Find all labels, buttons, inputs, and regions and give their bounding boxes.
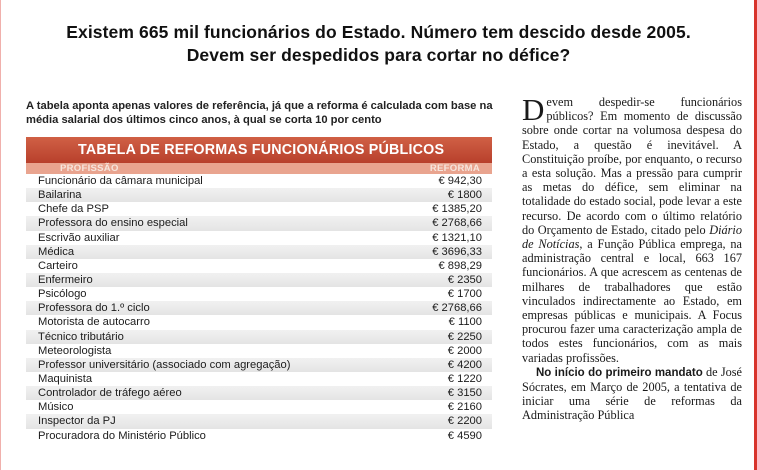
table-row	[26, 372, 492, 386]
pension-cell: € 1800	[447, 189, 482, 202]
table-row	[26, 414, 492, 428]
table-row	[26, 216, 492, 230]
profession-cell: Técnico tributário	[38, 330, 124, 343]
pension-cell: € 2000	[447, 344, 482, 357]
pension-cell: € 2160	[447, 401, 482, 414]
pension-table	[26, 137, 492, 462]
drop-cap: D	[522, 92, 545, 127]
table-row	[26, 400, 492, 414]
article-paragraph-2	[522, 365, 742, 423]
profession-cell: Psicólogo	[38, 288, 87, 301]
profession-cell: Chefe da PSP	[38, 203, 109, 216]
column-header-profession: PROFISSÃO	[60, 163, 119, 174]
table-row	[26, 301, 492, 315]
profession-cell: Carteiro	[38, 259, 78, 272]
table-note: A tabela aponta apenas valores de referência, já que a reforma é calculada com base na média salarial dos últimos cinco anos, à qual se corta 10 por cento	[26, 100, 493, 126]
table-row	[26, 202, 492, 216]
pension-cell: € 2768,66	[432, 302, 482, 315]
profession-cell: Professora do ensino especial	[38, 217, 188, 230]
pension-cell: € 2200	[447, 415, 482, 428]
pension-cell: € 1385,20	[432, 203, 482, 216]
table-row	[26, 188, 492, 202]
table-row	[26, 429, 492, 443]
table-header	[26, 163, 492, 174]
pension-cell: € 3150	[447, 387, 482, 400]
table-row	[26, 344, 492, 358]
table-row	[26, 330, 492, 344]
pension-cell: € 898,29	[438, 259, 482, 272]
headline-line-1: Existem 665 mil funcionários do Estado. Número tem descido desde 2005.	[66, 22, 691, 42]
pension-cell: € 1100	[448, 316, 482, 329]
pension-cell: € 2350	[447, 273, 482, 286]
profession-cell: Meteorologista	[38, 344, 112, 357]
profession-cell: Controlador de tráfego aéreo	[38, 387, 182, 400]
profession-cell: Bailarina	[38, 189, 82, 202]
profession-cell: Maquinista	[38, 372, 93, 385]
profession-cell: Professora do 1.º ciclo	[38, 302, 150, 315]
table-row	[26, 386, 492, 400]
table-row	[26, 273, 492, 287]
table-row	[26, 315, 492, 329]
pension-cell: € 1700	[447, 288, 482, 301]
profession-cell: Músico	[38, 401, 74, 414]
profession-cell: Procuradora do Ministério Público	[38, 429, 206, 442]
pension-cell: € 4590	[447, 429, 482, 442]
article-source-italic: Diário de Notícias	[522, 222, 742, 252]
headline-line-2: Devem ser despedidos para cortar no défice?	[186, 45, 571, 65]
table-row	[26, 174, 492, 188]
table-row	[26, 358, 492, 372]
profession-cell: Médica	[38, 245, 75, 258]
article-text-2: de José Sócrates, em Março de 2005, a tentativa de iniciar uma série de reformas da Administração Pública	[522, 364, 742, 423]
profession-cell: Escrivão auxiliar	[38, 231, 120, 244]
table-row	[26, 245, 492, 259]
table-row	[26, 231, 492, 245]
article-lead-bold: No início do primeiro mandato	[536, 366, 703, 379]
table-title: TABELA DE REFORMAS FUNCIONÁRIOS PÚBLICOS	[26, 137, 492, 163]
profession-cell: Inspector da PJ	[38, 415, 116, 428]
pension-cell: € 942,30	[438, 175, 482, 187]
pension-cell: € 1321,10	[432, 231, 482, 244]
pension-cell: € 2768,66	[432, 217, 482, 230]
profession-cell: Motorista de autocarro	[38, 316, 150, 329]
profession-cell: Professor universitário (associado com agregação)	[38, 358, 291, 371]
article-text-1b: , a Função Pública emprega, na administração central e local, 663 167 funcionários. A que acrescem as centenas de milhares de trabalhadores que estão vinculados indirectamente ao Estado, em empresas públicas e municipais. A Focus procurou fazer uma caracterização ampla de todos estes funcionários, com as mais variadas profissões.	[522, 237, 742, 365]
pension-cell: € 1220	[447, 372, 482, 385]
article-text-1a: evem despedir-se funcionários públicos? Em momento de discussão sobre onde cortar na volumosa despesa do Estado, a questão é inevitável. A Constituição proíbe, por enquanto, o recurso a esta solução. Mas a pressão para cumprir as metas do défice, sem eliminar na totalidade do estado social, pode levar a este recurso. De acordo com o último relatório do Orçamento de Estado, citado pelo	[522, 95, 742, 237]
profession-cell: Funcionário da câmara municipal	[38, 175, 203, 187]
table-body	[26, 174, 492, 443]
article-paragraph-1	[522, 92, 742, 365]
page-edge-left	[0, 0, 1, 470]
column-header-pension: REFORMA	[429, 163, 480, 174]
pension-cell: € 2250	[447, 330, 482, 343]
table-row	[26, 259, 492, 273]
table-row	[26, 287, 492, 301]
pension-cell: € 3696,33	[432, 245, 482, 258]
article-body	[522, 92, 742, 423]
pension-cell: € 4200	[447, 358, 482, 371]
profession-cell: Enfermeiro	[38, 273, 93, 286]
